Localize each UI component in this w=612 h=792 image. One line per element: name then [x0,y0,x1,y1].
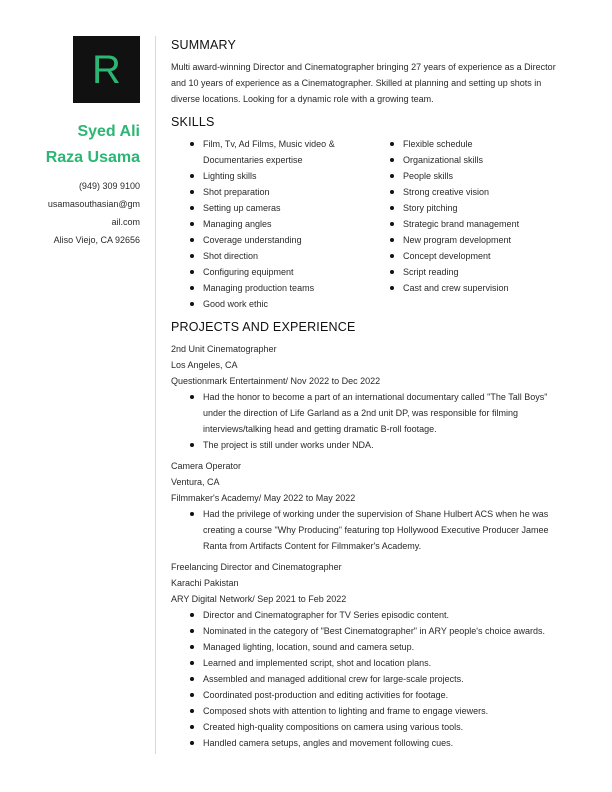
location: Aliso Viejo, CA 92656 [53,235,140,245]
job-bullet: Assembled and managed additional crew for large-scale projects. [171,671,571,687]
skill-item: Managing production teams [171,280,371,296]
skill-item: People skills [371,168,571,184]
job-employer: ARY Digital Network/ Sep 2021 to Feb 2022 [171,594,347,604]
job-bullet: Had the privilege of working under the supervision of Shane Hulbert ACS when he was creating a course "Why Producing" featuring top Hollywood Executive Producer Jamee Ranta from Artifacts Content for Filmmaker's Academy. [171,506,571,554]
skill-item: Script reading [371,264,571,280]
job-bullets [171,506,571,554]
main-content [171,37,571,751]
skill-item: Story pitching [371,200,571,216]
job-bullet: Director and Cinematographer for TV Series episodic content. [171,607,571,623]
email-line-1: usamasouthasian@gm [47,199,140,209]
job-title: 2nd Unit Cinematographer [171,344,277,354]
skill-item: Shot direction [171,248,371,264]
sidebar [40,36,140,249]
jobs-list [171,341,571,751]
skill-item: Setting up cameras [171,200,371,216]
job-bullet: Learned and implemented script, shot and location plans. [171,655,571,671]
job-employer: Filmmaker's Academy/ May 2022 to May 2022 [171,493,356,503]
phone-number: (949) 309 9100 [78,181,140,191]
skills-list [171,136,571,312]
job-entry [171,458,571,554]
skill-item: Flexible schedule [371,136,571,152]
job-bullet: The project is still under works under NDA. [171,437,571,453]
job-employer: Questionmark Entertainment/ Nov 2022 to Dec 2022 [171,376,381,386]
job-location: Los Angeles, CA [171,360,238,370]
email-line-2: ail.com [111,217,140,227]
monogram-initial: R [92,47,121,92]
job-bullet: Nominated in the category of "Best Cinematographer" in ARY people's choice awards. [171,623,571,639]
skill-item: Strategic brand management [371,216,571,232]
skill-item: Organizational skills [371,152,571,168]
job-title: Camera Operator [171,461,242,471]
skill-item: Strong creative vision [371,184,571,200]
name-line-2: Raza Usama [45,149,140,166]
skill-item: Shot preparation [171,184,371,200]
skill-item: Lighting skills [171,168,371,184]
projects-section [171,319,571,751]
divider [155,36,156,754]
job-entry [171,559,571,751]
candidate-name [40,119,140,171]
projects-heading: PROJECTS AND EXPERIENCE [171,320,356,334]
job-bullet: Handled camera setups, angles and movement following cues. [171,735,571,751]
job-entry [171,341,571,453]
job-title: Freelancing Director and Cinematographer [171,562,342,572]
skills-column-1 [171,136,371,312]
skills-heading: SKILLS [171,115,215,129]
skill-item: New program development [371,232,571,248]
skill-item: Configuring equipment [171,264,371,280]
job-bullets [171,389,571,453]
job-bullets [171,607,571,751]
job-location: Karachi Pakistan [171,578,239,588]
name-line-1: Syed Ali [77,123,140,140]
summary-heading: SUMMARY [171,38,237,52]
skill-item: Film, Tv, Ad Films, Music video & Documentaries expertise [171,136,371,168]
job-bullet: Had the honor to become a part of an international documentary called "The Tall Boys" under the direction of Life Garland as a 2nd unit DP, was responsible for filming interviews/talking head and getting dramatic B-roll footage. [171,389,571,437]
skill-item: Cast and crew supervision [371,280,571,296]
skill-item: Good work ethic [171,296,371,312]
skills-column-2 [371,136,571,312]
job-bullet: Managed lighting, location, sound and camera setup. [171,639,571,655]
skill-item: Managing angles [171,216,371,232]
skills-section [171,114,571,312]
job-bullet: Composed shots with attention to lighting and frame to engage viewers. [171,703,571,719]
job-bullet: Coordinated post-production and editing activities for footage. [171,687,571,703]
monogram-logo [73,36,140,103]
contact-info [40,177,140,249]
job-bullet: Created high-quality compositions on camera using various tools. [171,719,571,735]
skill-item: Coverage understanding [171,232,371,248]
summary-text: Multi award-winning Director and Cinematographer bringing 27 years of experience as a Director and 10 years of experience as a Cinematographer. Skilled at planning and setting up shots in diverse locations. Looking for a dynamic role with a growing team. [171,62,556,104]
skill-item: Concept development [371,248,571,264]
job-location: Ventura, CA [171,477,220,487]
